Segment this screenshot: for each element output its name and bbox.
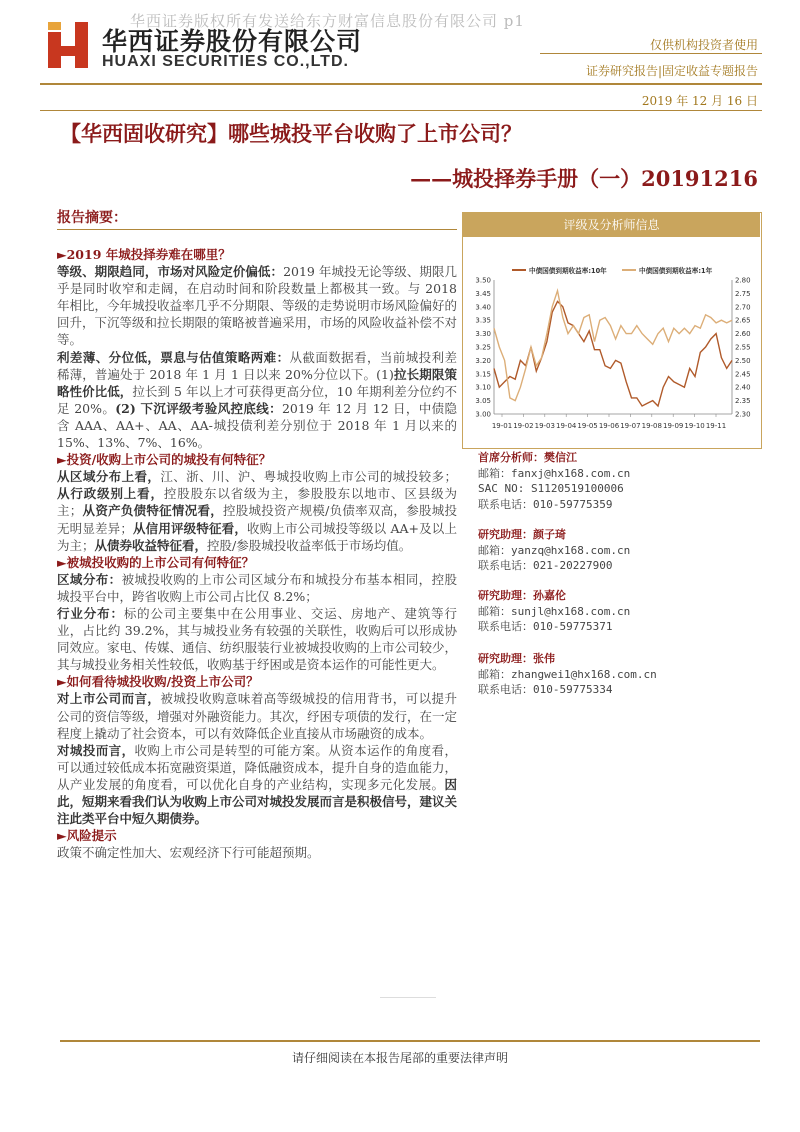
yield-chart bbox=[464, 258, 760, 444]
y-tick-label-left: 3.30 bbox=[475, 330, 491, 339]
x-tick-label: 19-07 bbox=[620, 422, 641, 430]
panel-title: 评级及分析师信息 bbox=[463, 213, 760, 237]
x-tick-label: 19-03 bbox=[534, 422, 555, 430]
report-category: 证券研究报告|固定收益专题报告 bbox=[585, 64, 758, 78]
x-tick-label: 19-10 bbox=[684, 422, 705, 430]
x-tick-label: 19-05 bbox=[577, 422, 598, 430]
company-name-cn: 华西证券股份有限公司 bbox=[102, 27, 363, 56]
y-tick-label-right: 2.60 bbox=[735, 330, 751, 339]
y-tick-label-left: 3.15 bbox=[475, 370, 491, 379]
section-title: ►风险提示 bbox=[57, 828, 117, 844]
y-tick-label-left: 3.20 bbox=[475, 356, 491, 365]
paragraph: 从区域分布上看，江、浙、川、沪、粤城投收购上市公司的城投较多；从行政级别上看，控股股东以省级为主，参股股东以地市、区县级为主；从资产负债特征情况看，控股城投资产规模/负债率双高，参股城投无明显差异；从信用评级特征看，收购上市公司城投等级以 AA+及以上为主；从债券收益特征看，控股/参股城投收益率低于市场均值。 bbox=[57, 469, 457, 553]
x-tick-label: 19-09 bbox=[663, 422, 684, 430]
section-title: ►2019 年城投择券难在哪里？ bbox=[57, 247, 231, 262]
y-tick-label-right: 2.75 bbox=[735, 289, 751, 298]
y-tick-label-right: 2.55 bbox=[735, 343, 751, 352]
y-tick-label-left: 3.10 bbox=[475, 383, 491, 392]
analyst-block-4: 研究助理：张伟 邮箱：zhangwei1@hx168.com.cn 联系电话：010-59775334 bbox=[478, 652, 657, 697]
section-title: ►投资/收购上市公司的城投有何特征？ bbox=[57, 452, 272, 468]
legend-label: 中债国债到期收益率:10年 bbox=[529, 267, 607, 275]
y-tick-label-left: 3.05 bbox=[475, 397, 491, 406]
summary-body bbox=[57, 246, 457, 861]
series-line-2 bbox=[494, 291, 732, 401]
y-tick-label-left: 3.40 bbox=[475, 303, 491, 312]
paragraph: 利差薄、分位低，票息与估值策略两难：从截面数据看，当前城投利差稀薄，普遍处于 2018 年 1 月 1 日以来 20%分位以下。(1)拉长期限策略性价比低，拉长到 5 年以上才可获得更高分位，10 年期利差分位约不足 20%。(2) 下沉评级考验风控底线：2019 年 12 月 12 日，中债隐含 AAA、AA+、AA、AA-城投债利差分别位于 2018 年 1 月以来的 15%、13%、7%、16%。 bbox=[57, 349, 457, 451]
y-tick-label-right: 2.50 bbox=[735, 356, 751, 365]
y-tick-label-right: 2.30 bbox=[735, 410, 751, 419]
paragraph: 对城投而言，收购上市公司是转型的可能方案。从资本运作的角度看，可以通过较低成本拓宽融资渠道，降低融资成本，提升自身的造血能力，从产业发展的角度看，可以优化自身的产业结构，实现多元化发展。因此，短期来看我们认为收购上市公司对城投发展而言是积极信号，建议关注此类平台中短久期债券。 bbox=[57, 742, 458, 827]
report-subtitle: ——城投择券手册（一）20191216 bbox=[410, 166, 758, 191]
legend-label: 中债国债到期收益率:1年 bbox=[639, 267, 713, 275]
x-tick-label: 19-02 bbox=[513, 422, 534, 430]
audience-note: 仅供机构投资者使用 bbox=[649, 38, 758, 52]
y-tick-label-left: 3.45 bbox=[475, 289, 491, 298]
y-tick-label-right: 2.70 bbox=[735, 303, 751, 312]
company-name-en: HUAXI SECURITIES CO.,LTD. bbox=[102, 53, 349, 70]
report-date: 2019 年 12 月 16 日 bbox=[641, 94, 758, 108]
y-tick-label-right: 2.45 bbox=[735, 370, 751, 379]
paragraph: 区域分布：被城投收购的上市公司区域分布和城投分布基本相同，控股城投平台中，跨省收购上市公司占比仅 8.2%； bbox=[57, 571, 457, 604]
y-tick-label-left: 3.25 bbox=[475, 343, 491, 352]
end-mark bbox=[380, 997, 436, 998]
header-divider bbox=[540, 53, 762, 54]
analyst-block-3: 研究助理：孙嘉伦 邮箱：sunjl@hx168.com.cn 联系电话：010-59775371 bbox=[478, 589, 631, 634]
header-rule bbox=[40, 83, 762, 85]
x-tick-label: 19-06 bbox=[598, 422, 620, 430]
x-tick-label: 19-04 bbox=[556, 422, 577, 430]
y-tick-label-right: 2.80 bbox=[735, 276, 751, 285]
footer-disclaimer: 请仔细阅读在本报告尾部的重要法律声明 bbox=[291, 1051, 508, 1065]
section-title: ►被城投收购的上市公司有何特征？ bbox=[57, 554, 255, 570]
section-title: ►如何看待城投收购/投资上市公司？ bbox=[57, 674, 259, 690]
x-tick-label: 19-11 bbox=[705, 422, 727, 430]
footer-rule bbox=[60, 1040, 760, 1042]
report-title: 【华西固收研究】哪些城投平台收购了上市公司？ bbox=[60, 121, 522, 146]
analyst-block-2: 研究助理：颜子琦 邮箱：yanzq@hx168.com.cn 联系电话：021-20227900 bbox=[478, 528, 631, 573]
y-tick-label-right: 2.40 bbox=[735, 383, 751, 392]
y-tick-label-right: 2.65 bbox=[735, 316, 751, 325]
y-tick-label-left: 3.35 bbox=[475, 316, 491, 325]
paragraph: 等级、期限趋同，市场对风险定价偏低：2019 年城投无论等级、期限几乎是同时收窄和走阔，在启动时间和阶段数量上都极其一致。与 2018 年相比，今年城投收益率几乎不分期限、等级的走势说明市场风险偏好的回升，下沉等级和拉长期限的策略被普遍采用，市场的风险收益补偿不对等。 bbox=[57, 264, 458, 348]
y-tick-label-left: 3.50 bbox=[475, 276, 491, 285]
company-logo-icon bbox=[48, 22, 90, 68]
paragraph: 行业分布：标的公司主要集中在公用事业、交运、房地产、建筑等行业，占比约 39.2%，其与城投业务有较强的关联性，收购后可以形成协同效应。家电、传媒、通信、纺织服装行业被城投收购的上市公司较少，其与城投业务相关性较低，收购基于纾困或是资本运作的可能性更大。 bbox=[57, 605, 458, 673]
paragraph: 对上市公司而言，被城投收购意味着高等级城投的信用背书，可以提升公司的资信等级，增强对外融资能力。其次，纾困专项债的发行，在一定程度上撬动了社会资本，可以有效降低企业直接从市场融资的成本。 bbox=[57, 691, 458, 741]
x-tick-label: 19-08 bbox=[641, 422, 662, 430]
y-tick-label-right: 2.35 bbox=[735, 397, 751, 406]
analyst-block-1: 首席分析师：樊信江 邮箱：fanxj@hx168.com.cn SAC NO: S1120519100006 联系电话：010-59775359 bbox=[478, 451, 631, 512]
watermark: 华西证券版权所有发送给东方财富信息股份有限公司 p1 bbox=[130, 12, 525, 30]
date-rule bbox=[40, 110, 762, 111]
x-tick-label: 19-01 bbox=[491, 422, 513, 430]
y-tick-label-left: 3.00 bbox=[475, 410, 491, 419]
paragraph: 政策不确定性加大、宏观经济下行可能超预期。 bbox=[57, 845, 320, 861]
summary-heading: 报告摘要： bbox=[57, 210, 127, 226]
summary-rule bbox=[57, 229, 457, 230]
